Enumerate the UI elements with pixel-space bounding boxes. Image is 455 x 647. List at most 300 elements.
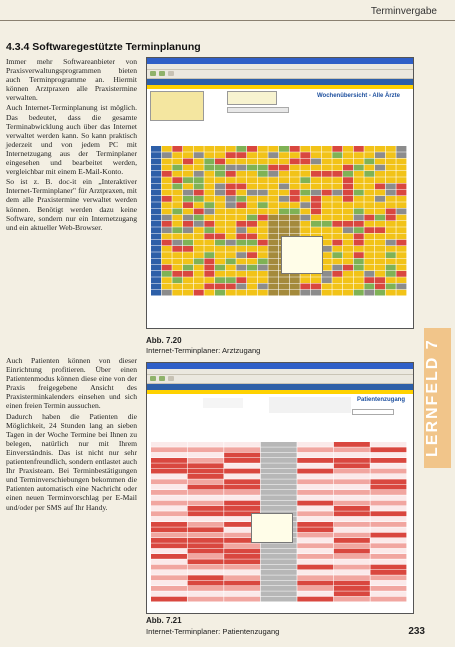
time-slot[interactable]	[334, 453, 370, 458]
time-slot[interactable]	[290, 152, 300, 158]
time-slot[interactable]	[162, 209, 172, 215]
time-slot[interactable]	[162, 202, 172, 208]
time-slot[interactable]	[332, 177, 342, 183]
time-slot[interactable]	[343, 240, 353, 246]
time-slot[interactable]	[261, 575, 297, 580]
time-slot[interactable]	[204, 265, 214, 271]
time-slot[interactable]	[386, 227, 396, 233]
time-slot[interactable]	[236, 209, 246, 215]
time-slot[interactable]	[354, 234, 364, 240]
time-slot[interactable]	[300, 190, 310, 196]
time-slot[interactable]	[300, 209, 310, 215]
time-slot[interactable]	[297, 586, 333, 591]
time-slot[interactable]	[268, 234, 278, 240]
time-slot[interactable]	[215, 152, 225, 158]
time-slot[interactable]	[224, 543, 260, 548]
time-slot[interactable]	[151, 152, 161, 158]
time-slot[interactable]	[396, 252, 406, 258]
time-slot[interactable]	[247, 284, 257, 290]
time-slot[interactable]	[354, 290, 364, 296]
time-slot[interactable]	[300, 159, 310, 165]
time-slot[interactable]	[236, 271, 246, 277]
time-slot[interactable]	[224, 479, 260, 484]
time-slot[interactable]	[224, 554, 260, 559]
time-slot[interactable]	[332, 290, 342, 296]
time-slot[interactable]	[194, 234, 204, 240]
time-slot[interactable]	[188, 581, 224, 586]
time-slot[interactable]	[215, 252, 225, 258]
time-slot[interactable]	[183, 190, 193, 196]
time-slot[interactable]	[279, 209, 289, 215]
time-slot[interactable]	[183, 227, 193, 233]
time-slot[interactable]	[151, 458, 187, 463]
time-slot[interactable]	[354, 165, 364, 171]
time-slot[interactable]	[268, 252, 278, 258]
time-slot[interactable]	[290, 277, 300, 283]
time-slot[interactable]	[261, 490, 297, 495]
time-slot[interactable]	[311, 184, 321, 190]
time-slot[interactable]	[226, 252, 236, 258]
time-slot[interactable]	[261, 565, 297, 570]
time-slot[interactable]	[386, 159, 396, 165]
time-slot[interactable]	[261, 554, 297, 559]
time-slot[interactable]	[386, 277, 396, 283]
time-slot[interactable]	[311, 165, 321, 171]
time-slot[interactable]	[375, 240, 385, 246]
time-slot[interactable]	[375, 196, 385, 202]
time-slot[interactable]	[354, 246, 364, 252]
time-slot[interactable]	[322, 284, 332, 290]
time-slot[interactable]	[194, 165, 204, 171]
time-slot[interactable]	[332, 202, 342, 208]
time-slot[interactable]	[172, 234, 182, 240]
time-slot[interactable]	[297, 458, 333, 463]
time-slot[interactable]	[236, 177, 246, 183]
time-slot[interactable]	[224, 485, 260, 490]
time-slot[interactable]	[343, 190, 353, 196]
time-slot[interactable]	[261, 559, 297, 564]
time-slot[interactable]	[334, 458, 370, 463]
time-slot[interactable]	[247, 165, 257, 171]
time-slot[interactable]	[354, 277, 364, 283]
time-slot[interactable]	[375, 152, 385, 158]
time-slot[interactable]	[151, 190, 161, 196]
time-slot[interactable]	[226, 265, 236, 271]
time-slot[interactable]	[204, 240, 214, 246]
time-slot[interactable]	[386, 290, 396, 296]
time-slot[interactable]	[334, 527, 370, 532]
time-slot[interactable]	[172, 252, 182, 258]
time-slot[interactable]	[224, 565, 260, 570]
time-slot[interactable]	[396, 202, 406, 208]
time-slot[interactable]	[247, 146, 257, 152]
time-slot[interactable]	[343, 271, 353, 277]
time-slot[interactable]	[364, 202, 374, 208]
time-slot[interactable]	[343, 221, 353, 227]
time-slot[interactable]	[194, 152, 204, 158]
time-slot[interactable]	[258, 252, 268, 258]
time-slot[interactable]	[204, 290, 214, 296]
time-slot[interactable]	[183, 209, 193, 215]
back-icon[interactable]	[150, 71, 156, 76]
time-slot[interactable]	[343, 171, 353, 177]
mini-calendar[interactable]	[150, 91, 204, 121]
time-slot[interactable]	[162, 290, 172, 296]
time-slot[interactable]	[364, 227, 374, 233]
time-slot[interactable]	[396, 240, 406, 246]
time-slot[interactable]	[311, 196, 321, 202]
time-slot[interactable]	[236, 240, 246, 246]
time-slot[interactable]	[204, 196, 214, 202]
time-slot[interactable]	[151, 565, 187, 570]
time-slot[interactable]	[364, 196, 374, 202]
time-slot[interactable]	[247, 177, 257, 183]
time-slot[interactable]	[300, 196, 310, 202]
time-slot[interactable]	[268, 215, 278, 221]
time-slot[interactable]	[396, 284, 406, 290]
time-slot[interactable]	[258, 165, 268, 171]
time-slot[interactable]	[297, 570, 333, 575]
time-slot[interactable]	[343, 177, 353, 183]
time-slot[interactable]	[226, 190, 236, 196]
time-slot[interactable]	[258, 234, 268, 240]
time-slot[interactable]	[343, 246, 353, 252]
time-slot[interactable]	[354, 152, 364, 158]
time-slot[interactable]	[172, 271, 182, 277]
time-slot[interactable]	[261, 586, 297, 591]
time-slot[interactable]	[332, 234, 342, 240]
time-slot[interactable]	[224, 474, 260, 479]
time-slot[interactable]	[332, 146, 342, 152]
time-slot[interactable]	[332, 171, 342, 177]
time-slot[interactable]	[226, 202, 236, 208]
time-slot[interactable]	[194, 215, 204, 221]
time-slot[interactable]	[386, 146, 396, 152]
time-slot[interactable]	[183, 215, 193, 221]
time-slot[interactable]	[364, 152, 374, 158]
time-slot[interactable]	[334, 474, 370, 479]
time-slot[interactable]	[226, 215, 236, 221]
time-slot[interactable]	[334, 485, 370, 490]
time-slot[interactable]	[258, 171, 268, 177]
time-slot[interactable]	[236, 165, 246, 171]
time-slot[interactable]	[188, 533, 224, 538]
time-slot[interactable]	[261, 506, 297, 511]
time-slot[interactable]	[172, 196, 182, 202]
time-slot[interactable]	[279, 152, 289, 158]
time-slot[interactable]	[297, 581, 333, 586]
time-slot[interactable]	[172, 240, 182, 246]
time-slot[interactable]	[194, 184, 204, 190]
time-slot[interactable]	[183, 290, 193, 296]
time-slot[interactable]	[386, 240, 396, 246]
time-slot[interactable]	[226, 234, 236, 240]
time-slot[interactable]	[151, 453, 187, 458]
time-slot[interactable]	[194, 246, 204, 252]
time-slot[interactable]	[370, 554, 406, 559]
time-slot[interactable]	[151, 485, 187, 490]
time-slot[interactable]	[258, 152, 268, 158]
time-slot[interactable]	[258, 277, 268, 283]
time-slot[interactable]	[343, 265, 353, 271]
time-slot[interactable]	[364, 284, 374, 290]
time-slot[interactable]	[162, 240, 172, 246]
time-slot[interactable]	[332, 284, 342, 290]
time-slot[interactable]	[354, 259, 364, 265]
time-slot[interactable]	[204, 246, 214, 252]
time-slot[interactable]	[258, 146, 268, 152]
time-slot[interactable]	[343, 227, 353, 233]
time-slot[interactable]	[396, 221, 406, 227]
time-slot[interactable]	[188, 575, 224, 580]
time-slot[interactable]	[268, 277, 278, 283]
time-slot[interactable]	[375, 215, 385, 221]
time-slot[interactable]	[215, 271, 225, 277]
time-slot[interactable]	[386, 246, 396, 252]
time-slot[interactable]	[224, 442, 260, 447]
time-slot[interactable]	[268, 152, 278, 158]
time-slot[interactable]	[386, 196, 396, 202]
time-slot[interactable]	[297, 501, 333, 506]
time-slot[interactable]	[343, 277, 353, 283]
time-slot[interactable]	[183, 246, 193, 252]
time-slot[interactable]	[258, 284, 268, 290]
time-slot[interactable]	[194, 159, 204, 165]
time-slot[interactable]	[194, 171, 204, 177]
time-slot[interactable]	[188, 485, 224, 490]
time-slot[interactable]	[261, 453, 297, 458]
time-slot[interactable]	[172, 146, 182, 152]
time-slot[interactable]	[204, 284, 214, 290]
time-slot[interactable]	[261, 495, 297, 500]
time-slot[interactable]	[151, 184, 161, 190]
time-slot[interactable]	[290, 146, 300, 152]
time-slot[interactable]	[194, 259, 204, 265]
time-slot[interactable]	[258, 184, 268, 190]
week-appointment-grid[interactable]	[151, 146, 407, 296]
time-slot[interactable]	[183, 252, 193, 258]
time-slot[interactable]	[162, 171, 172, 177]
time-slot[interactable]	[261, 474, 297, 479]
time-slot[interactable]	[151, 252, 161, 258]
time-slot[interactable]	[236, 246, 246, 252]
time-slot[interactable]	[204, 159, 214, 165]
time-slot[interactable]	[172, 159, 182, 165]
time-slot[interactable]	[151, 591, 187, 596]
time-slot[interactable]	[386, 177, 396, 183]
time-slot[interactable]	[215, 240, 225, 246]
time-slot[interactable]	[188, 501, 224, 506]
time-slot[interactable]	[188, 490, 224, 495]
time-slot[interactable]	[343, 290, 353, 296]
time-slot[interactable]	[188, 453, 224, 458]
time-slot[interactable]	[226, 277, 236, 283]
time-slot[interactable]	[162, 215, 172, 221]
time-slot[interactable]	[236, 215, 246, 221]
time-slot[interactable]	[226, 259, 236, 265]
time-slot[interactable]	[268, 259, 278, 265]
time-slot[interactable]	[396, 227, 406, 233]
time-slot[interactable]	[247, 252, 257, 258]
time-slot[interactable]	[370, 586, 406, 591]
time-slot[interactable]	[258, 271, 268, 277]
time-slot[interactable]	[297, 490, 333, 495]
time-slot[interactable]	[396, 171, 406, 177]
time-slot[interactable]	[215, 259, 225, 265]
time-slot[interactable]	[290, 215, 300, 221]
time-slot[interactable]	[215, 277, 225, 283]
time-slot[interactable]	[396, 146, 406, 152]
time-slot[interactable]	[226, 146, 236, 152]
time-slot[interactable]	[188, 554, 224, 559]
time-slot[interactable]	[261, 463, 297, 468]
time-slot[interactable]	[386, 202, 396, 208]
time-slot[interactable]	[297, 442, 333, 447]
time-slot[interactable]	[364, 265, 374, 271]
time-slot[interactable]	[375, 177, 385, 183]
time-slot[interactable]	[334, 511, 370, 516]
time-slot[interactable]	[172, 246, 182, 252]
time-slot[interactable]	[354, 171, 364, 177]
time-slot[interactable]	[194, 265, 204, 271]
time-slot[interactable]	[322, 227, 332, 233]
time-slot[interactable]	[370, 447, 406, 452]
time-slot[interactable]	[396, 234, 406, 240]
time-slot[interactable]	[370, 453, 406, 458]
time-slot[interactable]	[236, 159, 246, 165]
time-slot[interactable]	[322, 246, 332, 252]
time-slot[interactable]	[343, 252, 353, 258]
time-slot[interactable]	[247, 265, 257, 271]
time-slot[interactable]	[297, 495, 333, 500]
time-slot[interactable]	[151, 442, 187, 447]
time-slot[interactable]	[354, 184, 364, 190]
time-slot[interactable]	[188, 479, 224, 484]
time-slot[interactable]	[322, 240, 332, 246]
time-slot[interactable]	[375, 159, 385, 165]
time-slot[interactable]	[297, 517, 333, 522]
time-slot[interactable]	[386, 184, 396, 190]
time-slot[interactable]	[224, 570, 260, 575]
time-slot[interactable]	[311, 209, 321, 215]
time-slot[interactable]	[261, 501, 297, 506]
time-slot[interactable]	[279, 221, 289, 227]
time-slot[interactable]	[188, 565, 224, 570]
time-slot[interactable]	[224, 591, 260, 596]
time-slot[interactable]	[183, 146, 193, 152]
time-slot[interactable]	[247, 221, 257, 227]
time-slot[interactable]	[311, 202, 321, 208]
time-slot[interactable]	[386, 165, 396, 171]
time-slot[interactable]	[247, 240, 257, 246]
time-slot[interactable]	[332, 165, 342, 171]
time-slot[interactable]	[332, 159, 342, 165]
time-slot[interactable]	[396, 259, 406, 265]
time-slot[interactable]	[290, 159, 300, 165]
time-slot[interactable]	[396, 190, 406, 196]
time-slot[interactable]	[332, 152, 342, 158]
time-slot[interactable]	[332, 227, 342, 233]
time-slot[interactable]	[334, 442, 370, 447]
time-slot[interactable]	[386, 221, 396, 227]
time-slot[interactable]	[226, 152, 236, 158]
time-slot[interactable]	[261, 570, 297, 575]
time-slot[interactable]	[332, 184, 342, 190]
time-slot[interactable]	[224, 597, 260, 602]
time-slot[interactable]	[354, 209, 364, 215]
time-slot[interactable]	[188, 511, 224, 516]
time-slot[interactable]	[370, 597, 406, 602]
time-slot[interactable]	[322, 184, 332, 190]
time-slot[interactable]	[172, 171, 182, 177]
time-slot[interactable]	[354, 215, 364, 221]
time-slot[interactable]	[370, 517, 406, 522]
time-slot[interactable]	[236, 234, 246, 240]
time-slot[interactable]	[332, 209, 342, 215]
time-slot[interactable]	[261, 581, 297, 586]
time-slot[interactable]	[247, 277, 257, 283]
time-slot[interactable]	[290, 177, 300, 183]
time-slot[interactable]	[162, 159, 172, 165]
time-slot[interactable]	[162, 227, 172, 233]
time-slot[interactable]	[290, 221, 300, 227]
time-slot[interactable]	[247, 184, 257, 190]
time-slot[interactable]	[162, 271, 172, 277]
time-slot[interactable]	[364, 259, 374, 265]
time-slot[interactable]	[322, 190, 332, 196]
time-slot[interactable]	[268, 265, 278, 271]
time-slot[interactable]	[322, 159, 332, 165]
time-slot[interactable]	[162, 165, 172, 171]
time-slot[interactable]	[162, 184, 172, 190]
time-slot[interactable]	[268, 240, 278, 246]
time-slot[interactable]	[224, 575, 260, 580]
time-slot[interactable]	[332, 196, 342, 202]
time-slot[interactable]	[172, 190, 182, 196]
time-slot[interactable]	[364, 165, 374, 171]
time-slot[interactable]	[354, 227, 364, 233]
time-slot[interactable]	[370, 469, 406, 474]
time-slot[interactable]	[311, 277, 321, 283]
time-slot[interactable]	[322, 271, 332, 277]
time-slot[interactable]	[364, 277, 374, 283]
time-slot[interactable]	[279, 159, 289, 165]
time-slot[interactable]	[290, 290, 300, 296]
time-slot[interactable]	[354, 202, 364, 208]
time-slot[interactable]	[386, 171, 396, 177]
time-slot[interactable]	[194, 190, 204, 196]
time-slot[interactable]	[279, 196, 289, 202]
time-slot[interactable]	[297, 575, 333, 580]
time-slot[interactable]	[332, 246, 342, 252]
time-slot[interactable]	[183, 177, 193, 183]
time-slot[interactable]	[375, 234, 385, 240]
time-slot[interactable]	[297, 469, 333, 474]
time-slot[interactable]	[343, 165, 353, 171]
time-slot[interactable]	[311, 152, 321, 158]
time-slot[interactable]	[279, 190, 289, 196]
time-slot[interactable]	[183, 277, 193, 283]
time-slot[interactable]	[247, 196, 257, 202]
time-slot[interactable]	[334, 495, 370, 500]
time-slot[interactable]	[261, 479, 297, 484]
time-slot[interactable]	[396, 215, 406, 221]
time-slot[interactable]	[188, 458, 224, 463]
time-slot[interactable]	[297, 511, 333, 516]
time-slot[interactable]	[151, 559, 187, 564]
time-slot[interactable]	[215, 284, 225, 290]
time-slot[interactable]	[194, 227, 204, 233]
